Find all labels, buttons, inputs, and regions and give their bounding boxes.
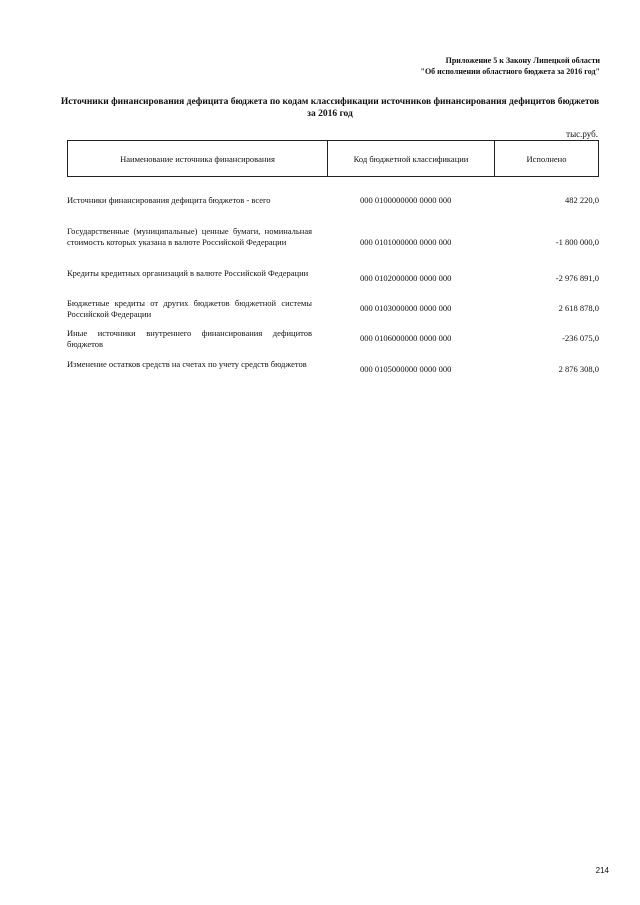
page-number: 214 (595, 866, 609, 875)
column-header-executed: Исполнено (526, 153, 567, 164)
row-name: Источники финансирования дефицита бюджетов - всего (67, 195, 271, 205)
row-amount: -2 976 891,0 (555, 273, 599, 283)
units-label: тыс.руб. (566, 129, 598, 139)
document-title: Источники финансирования дефицита бюджета по кодам классификации источников финансирования дефицитов бюджетов за 2016 год (60, 97, 600, 119)
row-amount: -1 800 000,0 (555, 237, 599, 247)
table-header (67, 140, 599, 177)
row-amount: 2 876 308,0 (558, 364, 599, 374)
row-code: 000 0100000000 0000 000 (360, 195, 452, 205)
row-code: 000 0106000000 0000 000 (360, 333, 452, 343)
row-name: Кредиты кредитных организаций в валюте Российской Федерации (67, 268, 309, 278)
row-name: Бюджетные кредиты от других бюджетов бюджетной системы Российской Федерации (67, 298, 312, 319)
row-amount: -236 075,0 (562, 333, 599, 343)
row-amount: 482 220,0 (565, 195, 599, 205)
column-header-source-name: Наименование источника финансирования (68, 141, 328, 176)
appendix-line-2: "Об исполнении областного бюджета за 2016 год" (420, 67, 600, 76)
row-code: 000 0105000000 0000 000 (360, 364, 452, 374)
row-code: 000 0103000000 0000 000 (360, 303, 452, 313)
column-header-budget-code: Код бюджетной классификации (328, 141, 495, 176)
row-code: 000 0101000000 0000 000 (360, 237, 452, 247)
appendix-header (421, 55, 601, 77)
row-code: 000 0102000000 0000 000 (360, 273, 452, 283)
row-name: Иные источники внутреннего финансирования дефицитов бюджетов (67, 328, 312, 349)
row-amount: 2 618 878,0 (558, 303, 599, 313)
appendix-line-1: Приложение 5 к Закону Липецкой области (445, 56, 600, 65)
row-name: Изменение остатков средств на счетах по учету средств бюджетов (67, 359, 307, 369)
row-name: Государственные (муниципальные) ценные бумаги, номинальная стоимость которых указана в валюте Российской Федерации (67, 226, 312, 247)
